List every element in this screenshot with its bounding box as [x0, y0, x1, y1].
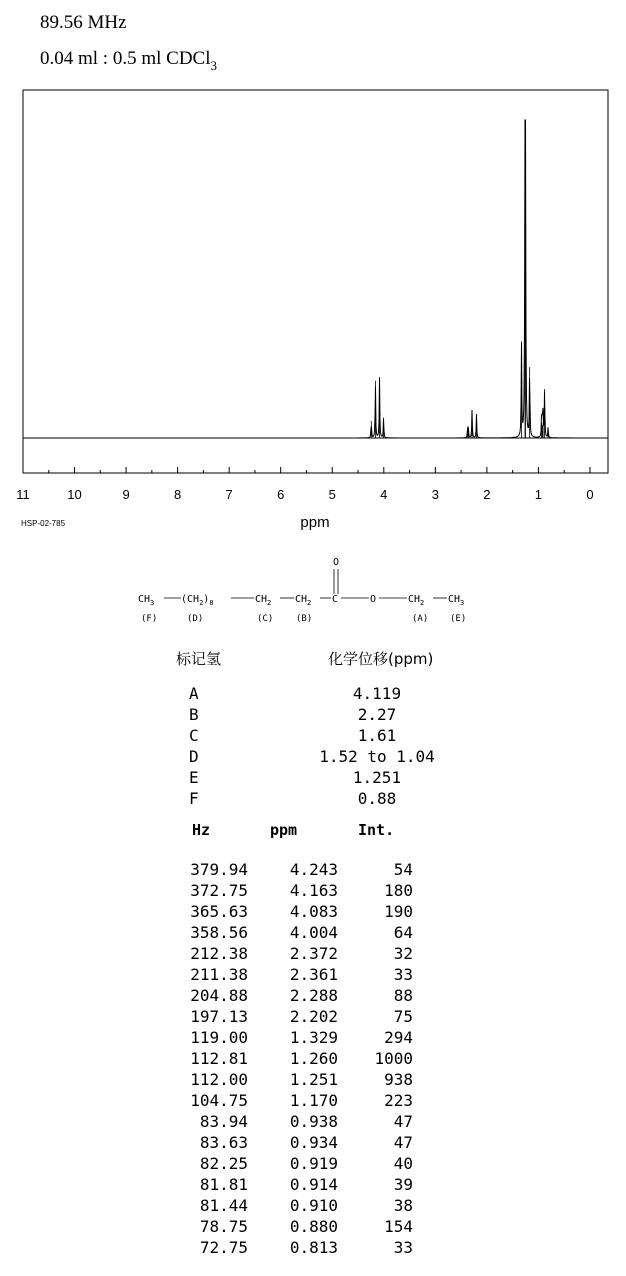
struct-ch3-f: $CH_3$	[138, 594, 155, 607]
struct-carbonyl-carbon: C	[332, 594, 339, 605]
peak-table	[0, 860, 626, 1259]
shift-row	[0, 705, 626, 726]
peak-hz: 212.38	[190, 944, 248, 963]
peak-hz: 81.44	[199, 1196, 248, 1215]
peak-row	[0, 1217, 626, 1238]
peak-ppm: 0.910	[289, 1196, 338, 1215]
peak-int: 39	[393, 1175, 413, 1194]
peak-row	[0, 1070, 626, 1091]
peak-hz: 81.81	[199, 1175, 248, 1194]
shift-table-header-shift: 化学位移(ppm)	[328, 650, 434, 668]
peak-ppm: 0.934	[289, 1133, 338, 1152]
shift-value: 1.251	[352, 768, 402, 787]
peak-hz: 211.38	[190, 965, 248, 984]
label-c: (C)	[257, 614, 274, 624]
peak-hz: 82.25	[199, 1154, 248, 1173]
peak-row	[0, 1175, 626, 1196]
peak-ppm: 4.004	[289, 923, 338, 942]
x-tick-label: 7	[225, 487, 233, 502]
spectrum-code: HSP-02-785	[21, 519, 66, 528]
peak-int: 294	[384, 1028, 413, 1047]
peak-row	[0, 944, 626, 965]
x-tick-label: 10	[67, 487, 82, 502]
peak-int: 33	[393, 1238, 413, 1257]
shift-label: C	[189, 726, 199, 745]
peak-ppm: 2.288	[289, 986, 338, 1005]
shift-label: D	[189, 747, 199, 766]
peak-int: 180	[384, 881, 413, 900]
peak-hz: 83.63	[199, 1133, 248, 1152]
label-b: (B)	[296, 614, 313, 624]
solvent-subscript: 3	[210, 58, 217, 73]
label-d: (D)	[187, 614, 204, 624]
x-tick-label: 0	[586, 487, 594, 502]
shift-value: 0.88	[357, 789, 397, 808]
peak-ppm: 0.938	[289, 1112, 338, 1131]
peak-hz: 204.88	[190, 986, 248, 1005]
x-tick-label: 1	[534, 487, 543, 502]
x-tick-label: 9	[122, 487, 130, 502]
peak-row	[0, 1091, 626, 1112]
peak-table-header	[0, 821, 626, 841]
peak-hz: 112.81	[190, 1049, 248, 1068]
peak-row	[0, 1049, 626, 1070]
peak-int: 40	[393, 1154, 413, 1173]
peak-hz: 112.00	[190, 1070, 248, 1089]
peak-int: 190	[384, 902, 413, 921]
peak-hz: 83.94	[199, 1112, 248, 1131]
label-a: (A)	[412, 614, 429, 624]
x-tick-label: 4	[380, 487, 388, 502]
peak-ppm: 0.813	[289, 1238, 338, 1257]
peak-hz: 78.75	[199, 1217, 248, 1236]
peak-ppm: 0.919	[289, 1154, 338, 1173]
molecular-structure	[0, 550, 626, 632]
x-axis-ticks	[16, 467, 593, 502]
shift-value: 2.27	[357, 705, 397, 724]
struct-ch2-b: $CH_2$	[295, 594, 312, 607]
peak-int: 223	[384, 1091, 413, 1110]
peak-ppm: 0.914	[289, 1175, 338, 1194]
x-tick-label: 11	[16, 487, 30, 502]
peak-hz: 365.63	[190, 902, 248, 921]
shift-value: 4.119	[352, 684, 402, 703]
struct-ch3-e: $CH_3$	[448, 594, 465, 607]
shift-value: 1.52 to 1.04	[319, 747, 435, 766]
shift-table	[0, 684, 626, 810]
x-axis-label: ppm	[300, 514, 330, 531]
peak-row	[0, 881, 626, 902]
shift-label: F	[189, 789, 199, 808]
peak-row	[0, 923, 626, 944]
peak-row	[0, 1133, 626, 1154]
peak-ppm: 2.361	[289, 965, 338, 984]
peak-hz: 72.75	[199, 1238, 248, 1257]
peak-hz: 372.75	[190, 881, 248, 900]
shift-label: E	[189, 768, 199, 787]
x-tick-label: 5	[328, 487, 336, 502]
shift-row	[0, 726, 626, 747]
peak-int: 64	[393, 923, 413, 942]
spectrometer-frequency: 89.56 MHz	[40, 12, 127, 33]
shift-row	[0, 768, 626, 789]
solvent-text: 0.04 ml : 0.5 ml CDCl	[40, 48, 211, 69]
peak-int: 32	[393, 944, 413, 963]
struct-ester-oxygen: O	[370, 594, 377, 605]
peak-header-int: Int.	[358, 821, 395, 839]
shift-label: A	[189, 684, 199, 703]
shift-row	[0, 747, 626, 768]
peak-ppm: 4.243	[289, 860, 338, 879]
peak-hz: 379.94	[190, 860, 248, 879]
x-tick-label: 3	[431, 487, 439, 502]
peak-row	[0, 1154, 626, 1175]
peak-ppm: 1.329	[289, 1028, 338, 1047]
peak-ppm: 4.163	[289, 881, 338, 900]
peak-header-hz: Hz	[192, 821, 211, 839]
label-e: (E)	[450, 614, 467, 624]
peak-hz: 358.56	[190, 923, 248, 942]
peak-int: 54	[393, 860, 413, 879]
shift-row	[0, 684, 626, 705]
peak-row	[0, 965, 626, 986]
peak-row	[0, 986, 626, 1007]
plot-frame	[23, 90, 608, 473]
struct-ch2-d: $(CH_2)_8$	[181, 594, 214, 607]
shift-table-header-label: 标记氢	[176, 650, 222, 668]
peak-hz: 197.13	[190, 1007, 248, 1026]
struct-ch2-a: $CH_2$	[408, 594, 425, 607]
peak-row	[0, 1007, 626, 1028]
peak-ppm: 1.260	[289, 1049, 338, 1068]
x-tick-label: 8	[174, 487, 182, 502]
peak-marks	[371, 120, 548, 438]
peak-int: 75	[393, 1007, 413, 1026]
struct-ch2-c: $CH_2$	[255, 594, 272, 607]
peak-ppm: 1.251	[289, 1070, 338, 1089]
nmr-spectrum-chart	[0, 86, 626, 536]
peak-ppm: 2.372	[289, 944, 338, 963]
label-f: (F)	[141, 614, 158, 624]
peak-ppm: 0.880	[289, 1217, 338, 1236]
struct-carbonyl-oxygen: O	[333, 557, 340, 568]
x-tick-label: 2	[483, 487, 491, 502]
peak-row	[0, 860, 626, 881]
shift-value: 1.61	[357, 726, 397, 745]
peak-int: 88	[393, 986, 413, 1005]
peak-hz: 104.75	[190, 1091, 248, 1110]
spectrum-trace	[23, 120, 608, 438]
x-tick-label: 6	[277, 487, 285, 502]
sample-solvent	[40, 48, 217, 74]
peak-int: 33	[393, 965, 413, 984]
peak-int: 47	[393, 1133, 413, 1152]
peak-row	[0, 1028, 626, 1049]
peak-int: 47	[393, 1112, 413, 1131]
peak-int: 154	[384, 1217, 413, 1236]
peak-hz: 119.00	[190, 1028, 248, 1047]
peak-row	[0, 1238, 626, 1259]
peak-row	[0, 902, 626, 923]
peak-int: 938	[384, 1070, 413, 1089]
peak-header-ppm: ppm	[270, 821, 298, 839]
shift-label: B	[189, 705, 199, 724]
peak-row	[0, 1196, 626, 1217]
peak-ppm: 1.170	[289, 1091, 338, 1110]
peak-ppm: 2.202	[289, 1007, 338, 1026]
peak-int: 38	[393, 1196, 413, 1215]
peak-row	[0, 1112, 626, 1133]
peak-ppm: 4.083	[289, 902, 338, 921]
shift-row	[0, 789, 626, 810]
peak-int: 1000	[374, 1049, 413, 1068]
